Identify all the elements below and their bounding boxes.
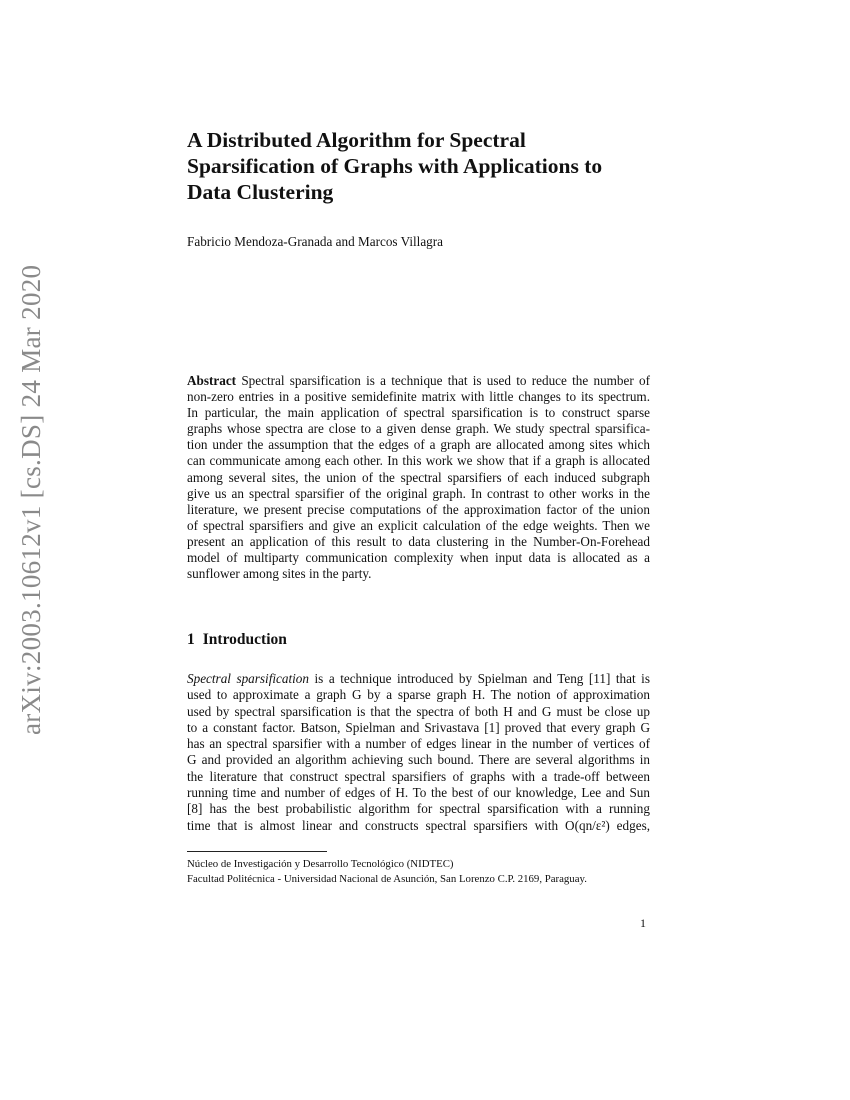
paper-title bbox=[187, 127, 657, 205]
section-title: Introduction bbox=[202, 631, 287, 648]
intro-line: is a technique introduced by Spielman and Teng [11] that is bbox=[309, 671, 650, 686]
title-line: Sparsification of Graphs with Applications to bbox=[187, 154, 603, 178]
intro-emphasized-term: Spectral sparsification bbox=[187, 671, 309, 686]
intro-line: [8] has the best probabilistic algorithm for spectral sparsification with a running bbox=[187, 801, 650, 817]
abstract-line: of spectral sparsifiers and give an explicit calculation of the edge weights. Then we bbox=[187, 517, 650, 533]
intro-line: the literature that construct spectral sparsifiers of graphs with a trade-off between bbox=[187, 768, 650, 784]
abstract-line: graphs whose spectra are close to a given dense graph. We study spectral sparsifica- bbox=[187, 421, 650, 437]
abstract-line: present an application of this result to data clustering in the Number-On-Forehead bbox=[187, 533, 650, 549]
intro-line: time that is almost linear and constructs spectral sparsifiers with O(qn/ε²) edges, bbox=[187, 817, 650, 833]
footnote-line: Facultad Politécnica - Universidad Nacional de Asunción, San Lorenzo C.P. 2169, Paraguay. bbox=[187, 873, 587, 885]
title-line: Data Clustering bbox=[187, 180, 334, 204]
abstract-line: give us an spectral sparsifier of the original graph. In contrast to other works in the bbox=[187, 485, 650, 501]
abstract bbox=[187, 373, 650, 582]
abstract-line-first bbox=[187, 373, 650, 389]
footnote-line: Núcleo de Investigación y Desarrollo Tecnológico (NIDTEC) bbox=[187, 858, 454, 870]
intro-line: running time and number of edges of H. To the best of our knowledge, Lee and Sun bbox=[187, 785, 650, 801]
intro-line: to a constant factor. Batson, Spielman and Srivastava [1] proved that every graph G bbox=[187, 719, 650, 735]
footnote-divider bbox=[187, 851, 327, 852]
abstract-label: Abstract bbox=[187, 373, 237, 388]
author-list: Fabricio Mendoza-Granada and Marcos Villagra bbox=[187, 234, 444, 249]
intro-line: used by spectral sparsification is that the spectra of both H and G must be close up bbox=[187, 703, 650, 719]
introduction-body bbox=[187, 671, 650, 834]
abstract-line: model of multiparty communication complexity when input data is allocated as a bbox=[187, 550, 650, 566]
abstract-line: tion under the assumption that the edges of a graph are allocated among sites which bbox=[187, 437, 650, 453]
abstract-line: can communicate among each other. In this work we show that if a graph is allocated bbox=[187, 453, 650, 469]
abstract-line: Spectral sparsification is a technique that is used to reduce the number of bbox=[241, 373, 650, 388]
affiliation-footnote bbox=[187, 857, 587, 887]
section-heading-introduction bbox=[187, 631, 287, 649]
abstract-line: non-zero entries in a positive semidefinite matrix with little changes to its spectrum. bbox=[187, 389, 650, 405]
intro-line: G and provided an algorithm achieving such bound. There are several algorithms in bbox=[187, 752, 650, 768]
intro-line-first bbox=[187, 671, 650, 687]
section-number: 1 bbox=[187, 631, 195, 648]
intro-line: used to approximate a graph G by a sparse graph H. The notion of approximation bbox=[187, 687, 650, 703]
abstract-line: literature, we present precise computations of the approximation factor of the union bbox=[187, 501, 650, 517]
title-line: A Distributed Algorithm for Spectral bbox=[187, 128, 526, 152]
abstract-line: In particular, the main application of spectral sparsification is to construct sparse bbox=[187, 405, 650, 421]
abstract-line: sunflower among sites in the party. bbox=[187, 566, 372, 582]
abstract-line: among several sites, the union of the spectral sparsifiers of each induced subgraph bbox=[187, 469, 650, 485]
intro-line: has an spectral sparsifier with a number of edges linear in the number of vertices of bbox=[187, 736, 650, 752]
page-number: 1 bbox=[640, 916, 646, 930]
arxiv-identifier-stamp: arXiv:2003.10612v1 [cs.DS] 24 Mar 2020 bbox=[16, 264, 46, 735]
